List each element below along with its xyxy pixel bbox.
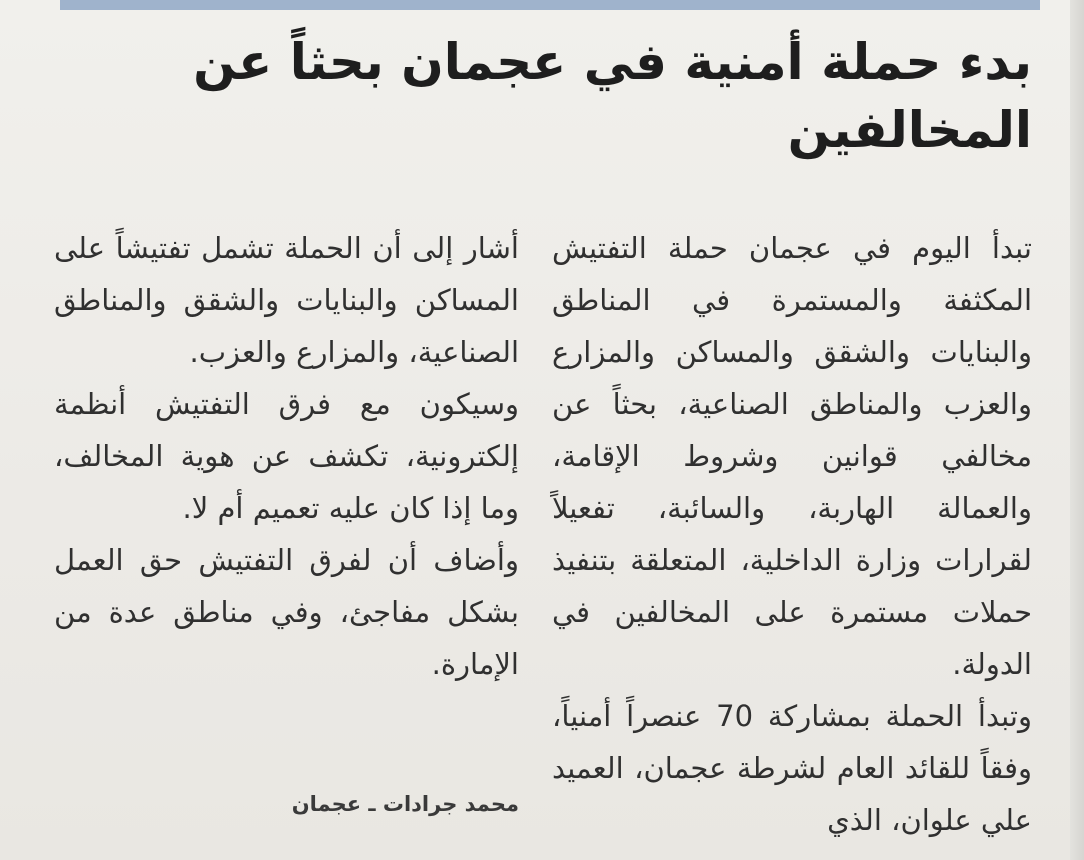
paragraph: وسيكون مع فرق التفتيش أنظمة إلكترونية، تكشف عن هوية المخالف، وما إذا كان عليه تعميم أم لا. [54, 387, 519, 525]
paragraph: وتبدأ الحملة بمشاركة 70 عنصراً أمنياً، وفقاً للقائد العام لشرطة عجمان، العميد علي علوان، الذي [552, 699, 1032, 837]
article-byline: محمد جرادات ـ عجمان [291, 792, 519, 816]
top-color-band [60, 0, 1040, 10]
page-edge-shadow [1070, 0, 1084, 860]
paragraph: أشار إلى أن الحملة تشمل تفتيشاً على المساكن والبنايات والشقق والمناطق الصناعية، والمزارع والعزب. [54, 231, 519, 369]
article-column-left [54, 222, 519, 690]
paragraph: وأضاف أن لفرق التفتيش حق العمل بشكل مفاجئ، وفي مناطق عدة من الإمارة. [54, 543, 519, 681]
article-headline: بدء حملة أمنية في عجمان بحثاً عن المخالفين [193, 33, 1032, 159]
article-column-right [552, 222, 1032, 846]
paragraph: تبدأ اليوم في عجمان حملة التفتيش المكثفة والمستمرة في المناطق والبنايات والشقق والمساكن والمزارع والعزب والمناطق الصناعية، بحثاً عن مخالفي قوانين وشروط الإقامة، والعمالة الهاربة، والسائبة، تفعيلاً لقرارات وزارة الداخلية، المتعلقة بتنفيذ حملات مستمرة على المخالفين في الدولة. [552, 231, 1032, 681]
